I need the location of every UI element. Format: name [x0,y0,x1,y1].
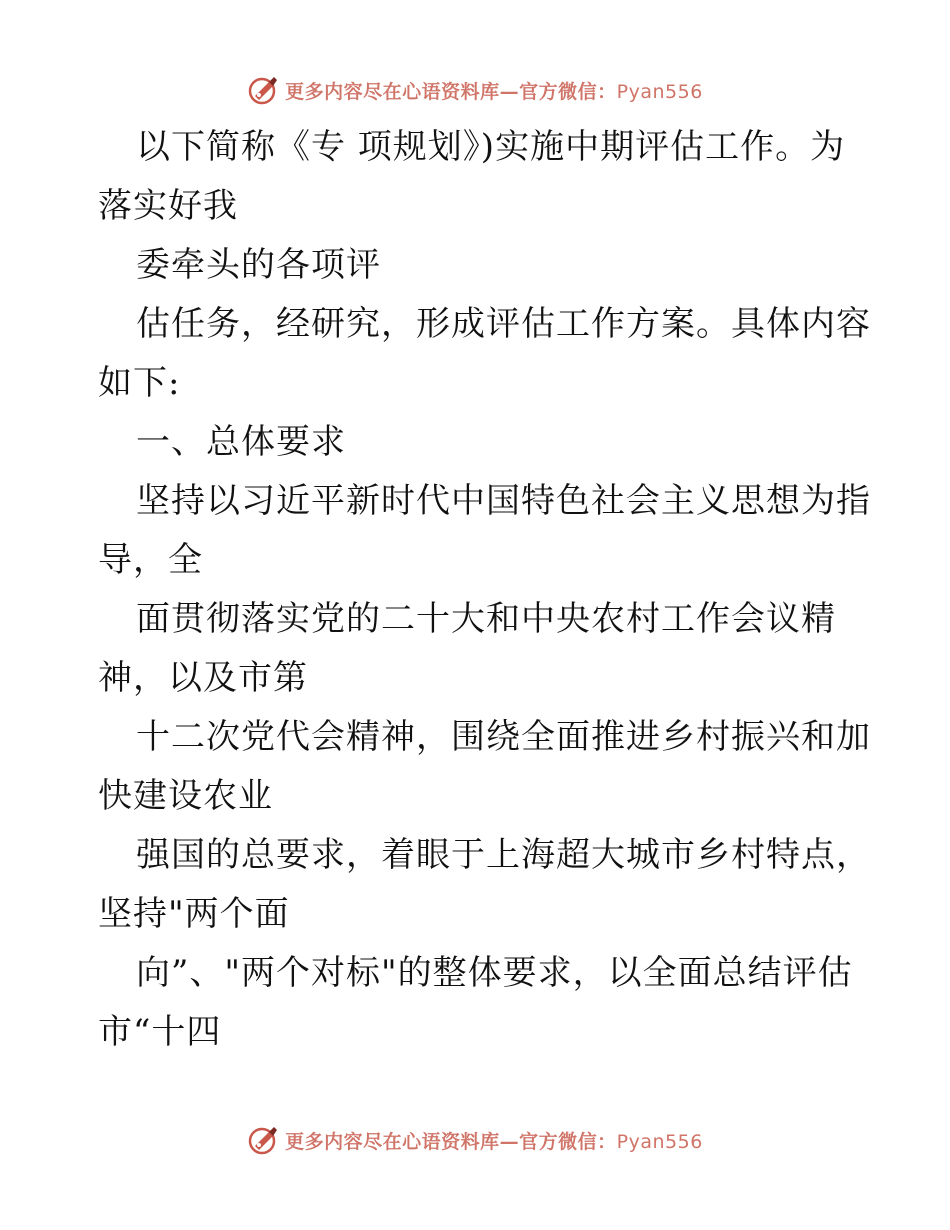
document-body [98,118,871,1062]
paragraph-line: 一、总体要求 [136,422,346,462]
paragraph-line: 神，以及市第 [98,658,308,698]
footer-wechat-id: Pyan556 [616,1130,703,1153]
header-wechat-id: Pyan556 [616,80,703,103]
paragraph-line: 委牵头的各项评 [136,245,381,285]
paragraph-line: 快建设农业 [98,776,273,816]
pen-logo-icon [247,1124,279,1156]
paragraph-line: 面贯彻落实党的二十大和中央农村工作会议精 [136,599,836,639]
header-banner-text: 更多内容尽在心语资料库—官方微信：Pyan556 [285,80,703,103]
paragraph-line: 市“十四 [98,1012,222,1052]
paragraph-line: 以下简称《专 项规划》)实施中期评估工作。为 [136,127,846,167]
paragraph-line: 向”、"两个对标"的整体要求，以全面总结评估 [136,953,853,993]
paragraph-line: 十二次党代会精神，围绕全面推进乡村振兴和加 [136,717,871,757]
footer-banner-text: 更多内容尽在心语资料库—官方微信：Pyan556 [285,1130,703,1153]
paragraph-line: 估任务，经研究，形成评估工作方案。具体内容 [136,304,871,344]
paragraph-line: 坚持"两个面 [98,894,290,934]
paragraph-line: 强国的总要求，着眼于上海超大城市乡村特点， [136,835,871,875]
paragraph-line: 如下: [98,363,181,403]
paragraph-line: 落实好我 [98,186,238,226]
footer-banner [0,1122,950,1158]
header-banner [0,72,950,108]
paragraph-line: 导，全 [98,540,203,580]
pen-logo-icon [247,74,279,106]
paragraph-line: 坚持以习近平新时代中国特色社会主义思想为指 [136,481,871,521]
